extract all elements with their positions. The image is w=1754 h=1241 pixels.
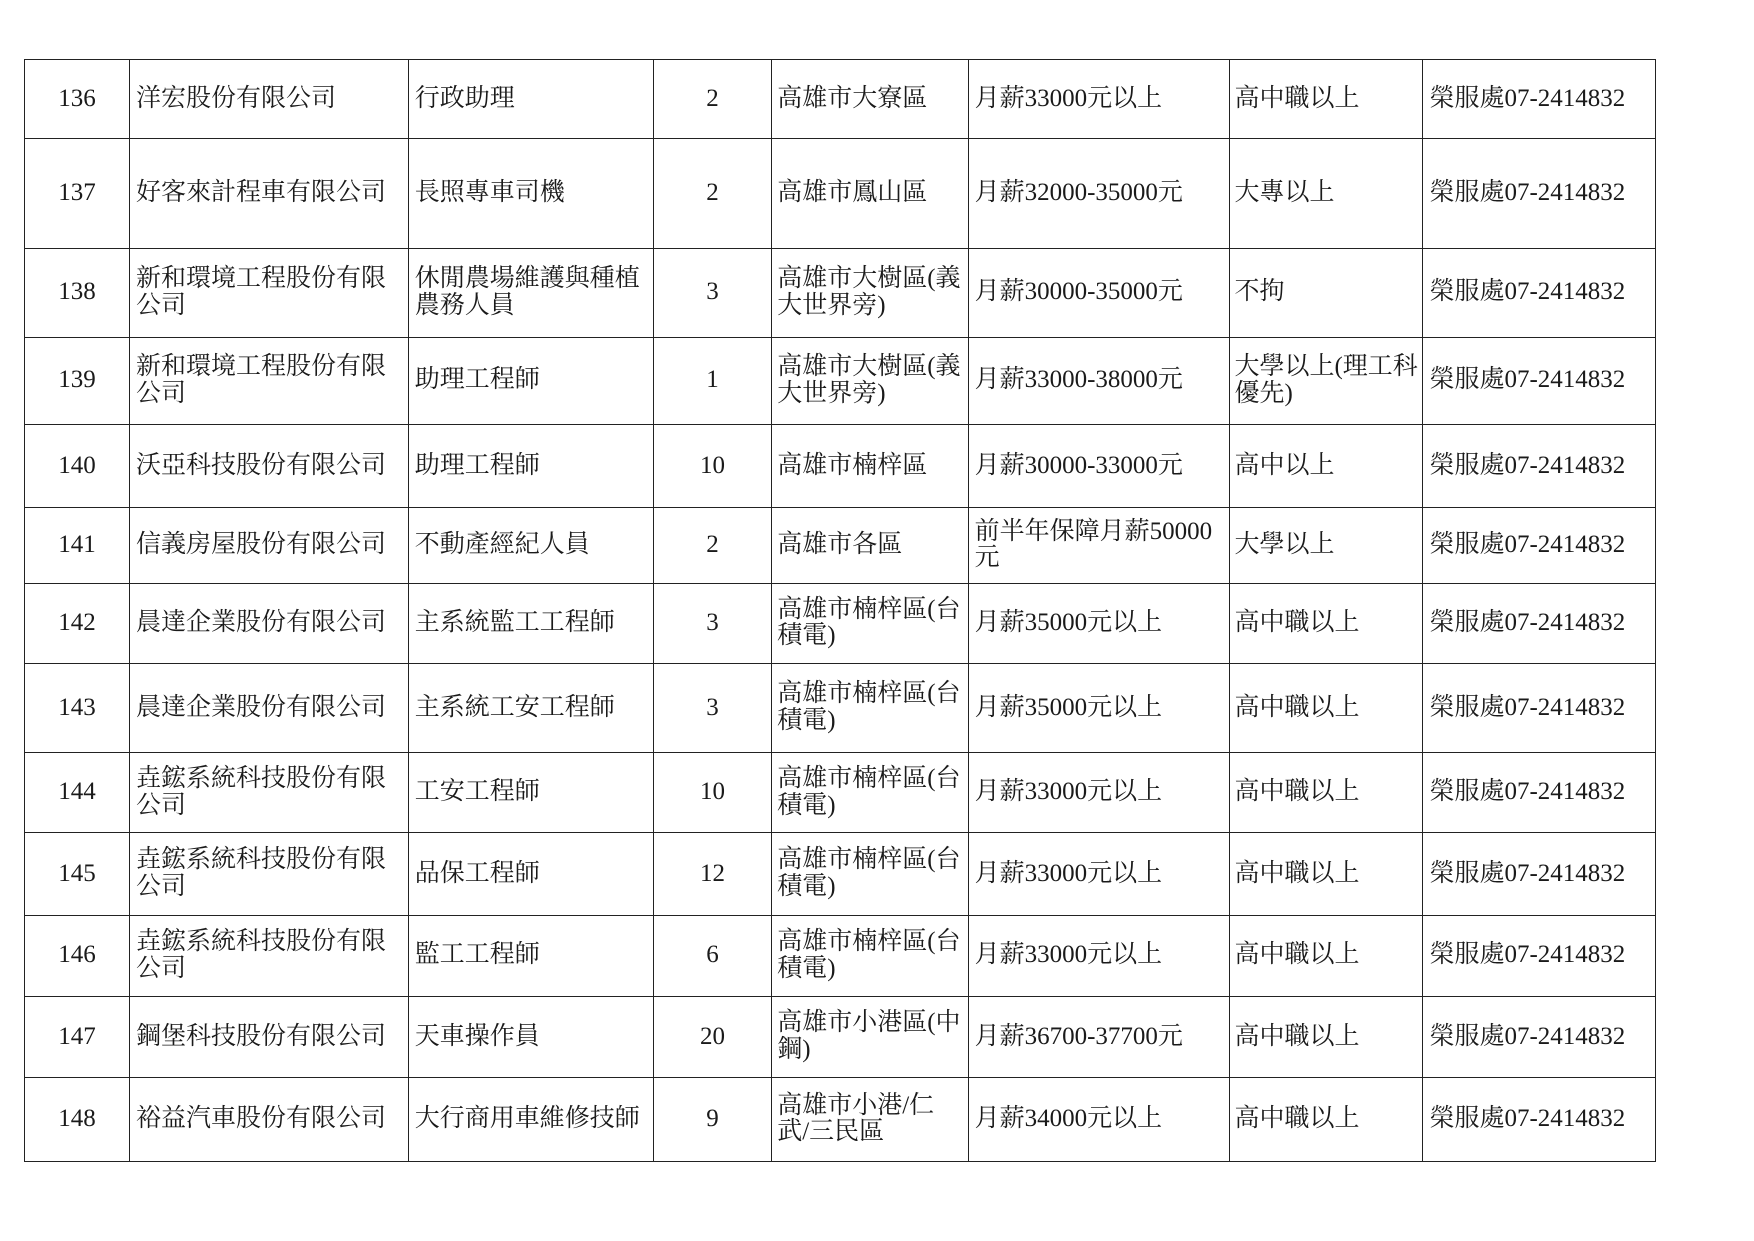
cell-number: 143: [25, 663, 130, 752]
table-row: [25, 1078, 1656, 1162]
cell-contact: 榮服處07-2414832: [1423, 337, 1656, 424]
cell-number: 137: [25, 139, 130, 249]
table-row: [25, 833, 1656, 915]
cell-salary: 前半年保障月薪50000元: [968, 508, 1230, 584]
cell-education: 高中職以上: [1230, 752, 1423, 832]
cell-position: 助理工程師: [408, 424, 653, 508]
cell-location: 高雄市大寮區: [772, 60, 968, 139]
cell-education: 不拘: [1230, 248, 1423, 337]
cell-contact: 榮服處07-2414832: [1423, 248, 1656, 337]
cell-location: 高雄市楠梓區: [772, 424, 968, 508]
cell-education: 高中職以上: [1230, 996, 1423, 1077]
table-row: [25, 337, 1656, 424]
cell-salary: 月薪34000元以上: [968, 1078, 1230, 1162]
cell-company: 好客來計程車有限公司: [130, 139, 409, 249]
cell-number: 147: [25, 996, 130, 1077]
cell-number: 144: [25, 752, 130, 832]
cell-position: 主系統工安工程師: [408, 663, 653, 752]
cell-salary: 月薪30000-35000元: [968, 248, 1230, 337]
cell-headcount: 9: [653, 1078, 772, 1162]
cell-salary: 月薪35000元以上: [968, 663, 1230, 752]
cell-education: 大專以上: [1230, 139, 1423, 249]
cell-company: 洋宏股份有限公司: [130, 60, 409, 139]
cell-contact: 榮服處07-2414832: [1423, 508, 1656, 584]
table-row: [25, 248, 1656, 337]
cell-salary: 月薪36700-37700元: [968, 996, 1230, 1077]
cell-education: 高中以上: [1230, 424, 1423, 508]
cell-position: 品保工程師: [408, 833, 653, 915]
table-row: [25, 424, 1656, 508]
cell-company: 信義房屋股份有限公司: [130, 508, 409, 584]
cell-headcount: 3: [653, 663, 772, 752]
cell-position: 監工工程師: [408, 915, 653, 996]
cell-position: 天車操作員: [408, 996, 653, 1077]
table-row: [25, 60, 1656, 139]
cell-contact: 榮服處07-2414832: [1423, 583, 1656, 663]
cell-salary: 月薪33000元以上: [968, 833, 1230, 915]
cell-number: 139: [25, 337, 130, 424]
cell-education: 高中職以上: [1230, 663, 1423, 752]
cell-headcount: 3: [653, 248, 772, 337]
cell-contact: 榮服處07-2414832: [1423, 663, 1656, 752]
cell-headcount: 6: [653, 915, 772, 996]
cell-number: 148: [25, 1078, 130, 1162]
cell-location: 高雄市楠梓區(台積電): [772, 663, 968, 752]
cell-company: 裕益汽車股份有限公司: [130, 1078, 409, 1162]
cell-number: 138: [25, 248, 130, 337]
cell-location: 高雄市楠梓區(台積電): [772, 833, 968, 915]
cell-number: 141: [25, 508, 130, 584]
cell-position: 助理工程師: [408, 337, 653, 424]
cell-education: 高中職以上: [1230, 60, 1423, 139]
cell-contact: 榮服處07-2414832: [1423, 1078, 1656, 1162]
cell-education: 大學以上: [1230, 508, 1423, 584]
cell-contact: 榮服處07-2414832: [1423, 60, 1656, 139]
cell-headcount: 2: [653, 139, 772, 249]
cell-location: 高雄市小港區(中鋼): [772, 996, 968, 1077]
cell-education: 高中職以上: [1230, 583, 1423, 663]
cell-position: 行政助理: [408, 60, 653, 139]
cell-education: 大學以上(理工科優先): [1230, 337, 1423, 424]
cell-location: 高雄市大樹區(義大世界旁): [772, 248, 968, 337]
cell-contact: 榮服處07-2414832: [1423, 833, 1656, 915]
table-row: [25, 752, 1656, 832]
cell-position: 主系統監工工程師: [408, 583, 653, 663]
cell-contact: 榮服處07-2414832: [1423, 752, 1656, 832]
cell-headcount: 20: [653, 996, 772, 1077]
cell-headcount: 2: [653, 60, 772, 139]
cell-headcount: 3: [653, 583, 772, 663]
cell-location: 高雄市小港/仁武/三民區: [772, 1078, 968, 1162]
cell-location: 高雄市各區: [772, 508, 968, 584]
cell-position: 長照專車司機: [408, 139, 653, 249]
cell-salary: 月薪33000元以上: [968, 752, 1230, 832]
cell-company: 新和環境工程股份有限公司: [130, 337, 409, 424]
cell-number: 140: [25, 424, 130, 508]
cell-company: 晨達企業股份有限公司: [130, 663, 409, 752]
cell-headcount: 2: [653, 508, 772, 584]
cell-salary: 月薪33000元以上: [968, 915, 1230, 996]
cell-company: 沃亞科技股份有限公司: [130, 424, 409, 508]
cell-company: 新和環境工程股份有限公司: [130, 248, 409, 337]
cell-position: 休閒農場維護與種植農務人員: [408, 248, 653, 337]
cell-number: 146: [25, 915, 130, 996]
cell-salary: 月薪33000-38000元: [968, 337, 1230, 424]
table-row: [25, 915, 1656, 996]
cell-salary: 月薪32000-35000元: [968, 139, 1230, 249]
cell-headcount: 10: [653, 424, 772, 508]
cell-number: 145: [25, 833, 130, 915]
cell-salary: 月薪35000元以上: [968, 583, 1230, 663]
table-row: [25, 508, 1656, 584]
table-row: [25, 139, 1656, 249]
cell-contact: 榮服處07-2414832: [1423, 915, 1656, 996]
cell-company: 垚鋐系統科技股份有限公司: [130, 915, 409, 996]
cell-location: 高雄市大樹區(義大世界旁): [772, 337, 968, 424]
cell-contact: 榮服處07-2414832: [1423, 996, 1656, 1077]
table-row: [25, 583, 1656, 663]
job-listing-table: [24, 59, 1656, 1162]
cell-location: 高雄市楠梓區(台積電): [772, 752, 968, 832]
cell-salary: 月薪33000元以上: [968, 60, 1230, 139]
cell-education: 高中職以上: [1230, 833, 1423, 915]
cell-education: 高中職以上: [1230, 1078, 1423, 1162]
cell-number: 142: [25, 583, 130, 663]
cell-contact: 榮服處07-2414832: [1423, 139, 1656, 249]
cell-headcount: 12: [653, 833, 772, 915]
cell-education: 高中職以上: [1230, 915, 1423, 996]
cell-position: 不動產經紀人員: [408, 508, 653, 584]
cell-position: 工安工程師: [408, 752, 653, 832]
cell-headcount: 10: [653, 752, 772, 832]
cell-location: 高雄市楠梓區(台積電): [772, 583, 968, 663]
cell-number: 136: [25, 60, 130, 139]
table-row: [25, 996, 1656, 1077]
cell-company: 鋼堡科技股份有限公司: [130, 996, 409, 1077]
cell-location: 高雄市鳳山區: [772, 139, 968, 249]
cell-headcount: 1: [653, 337, 772, 424]
cell-company: 垚鋐系統科技股份有限公司: [130, 833, 409, 915]
table-row: [25, 663, 1656, 752]
cell-company: 晨達企業股份有限公司: [130, 583, 409, 663]
cell-position: 大行商用車維修技師: [408, 1078, 653, 1162]
cell-contact: 榮服處07-2414832: [1423, 424, 1656, 508]
cell-salary: 月薪30000-33000元: [968, 424, 1230, 508]
cell-company: 垚鋐系統科技股份有限公司: [130, 752, 409, 832]
cell-location: 高雄市楠梓區(台積電): [772, 915, 968, 996]
